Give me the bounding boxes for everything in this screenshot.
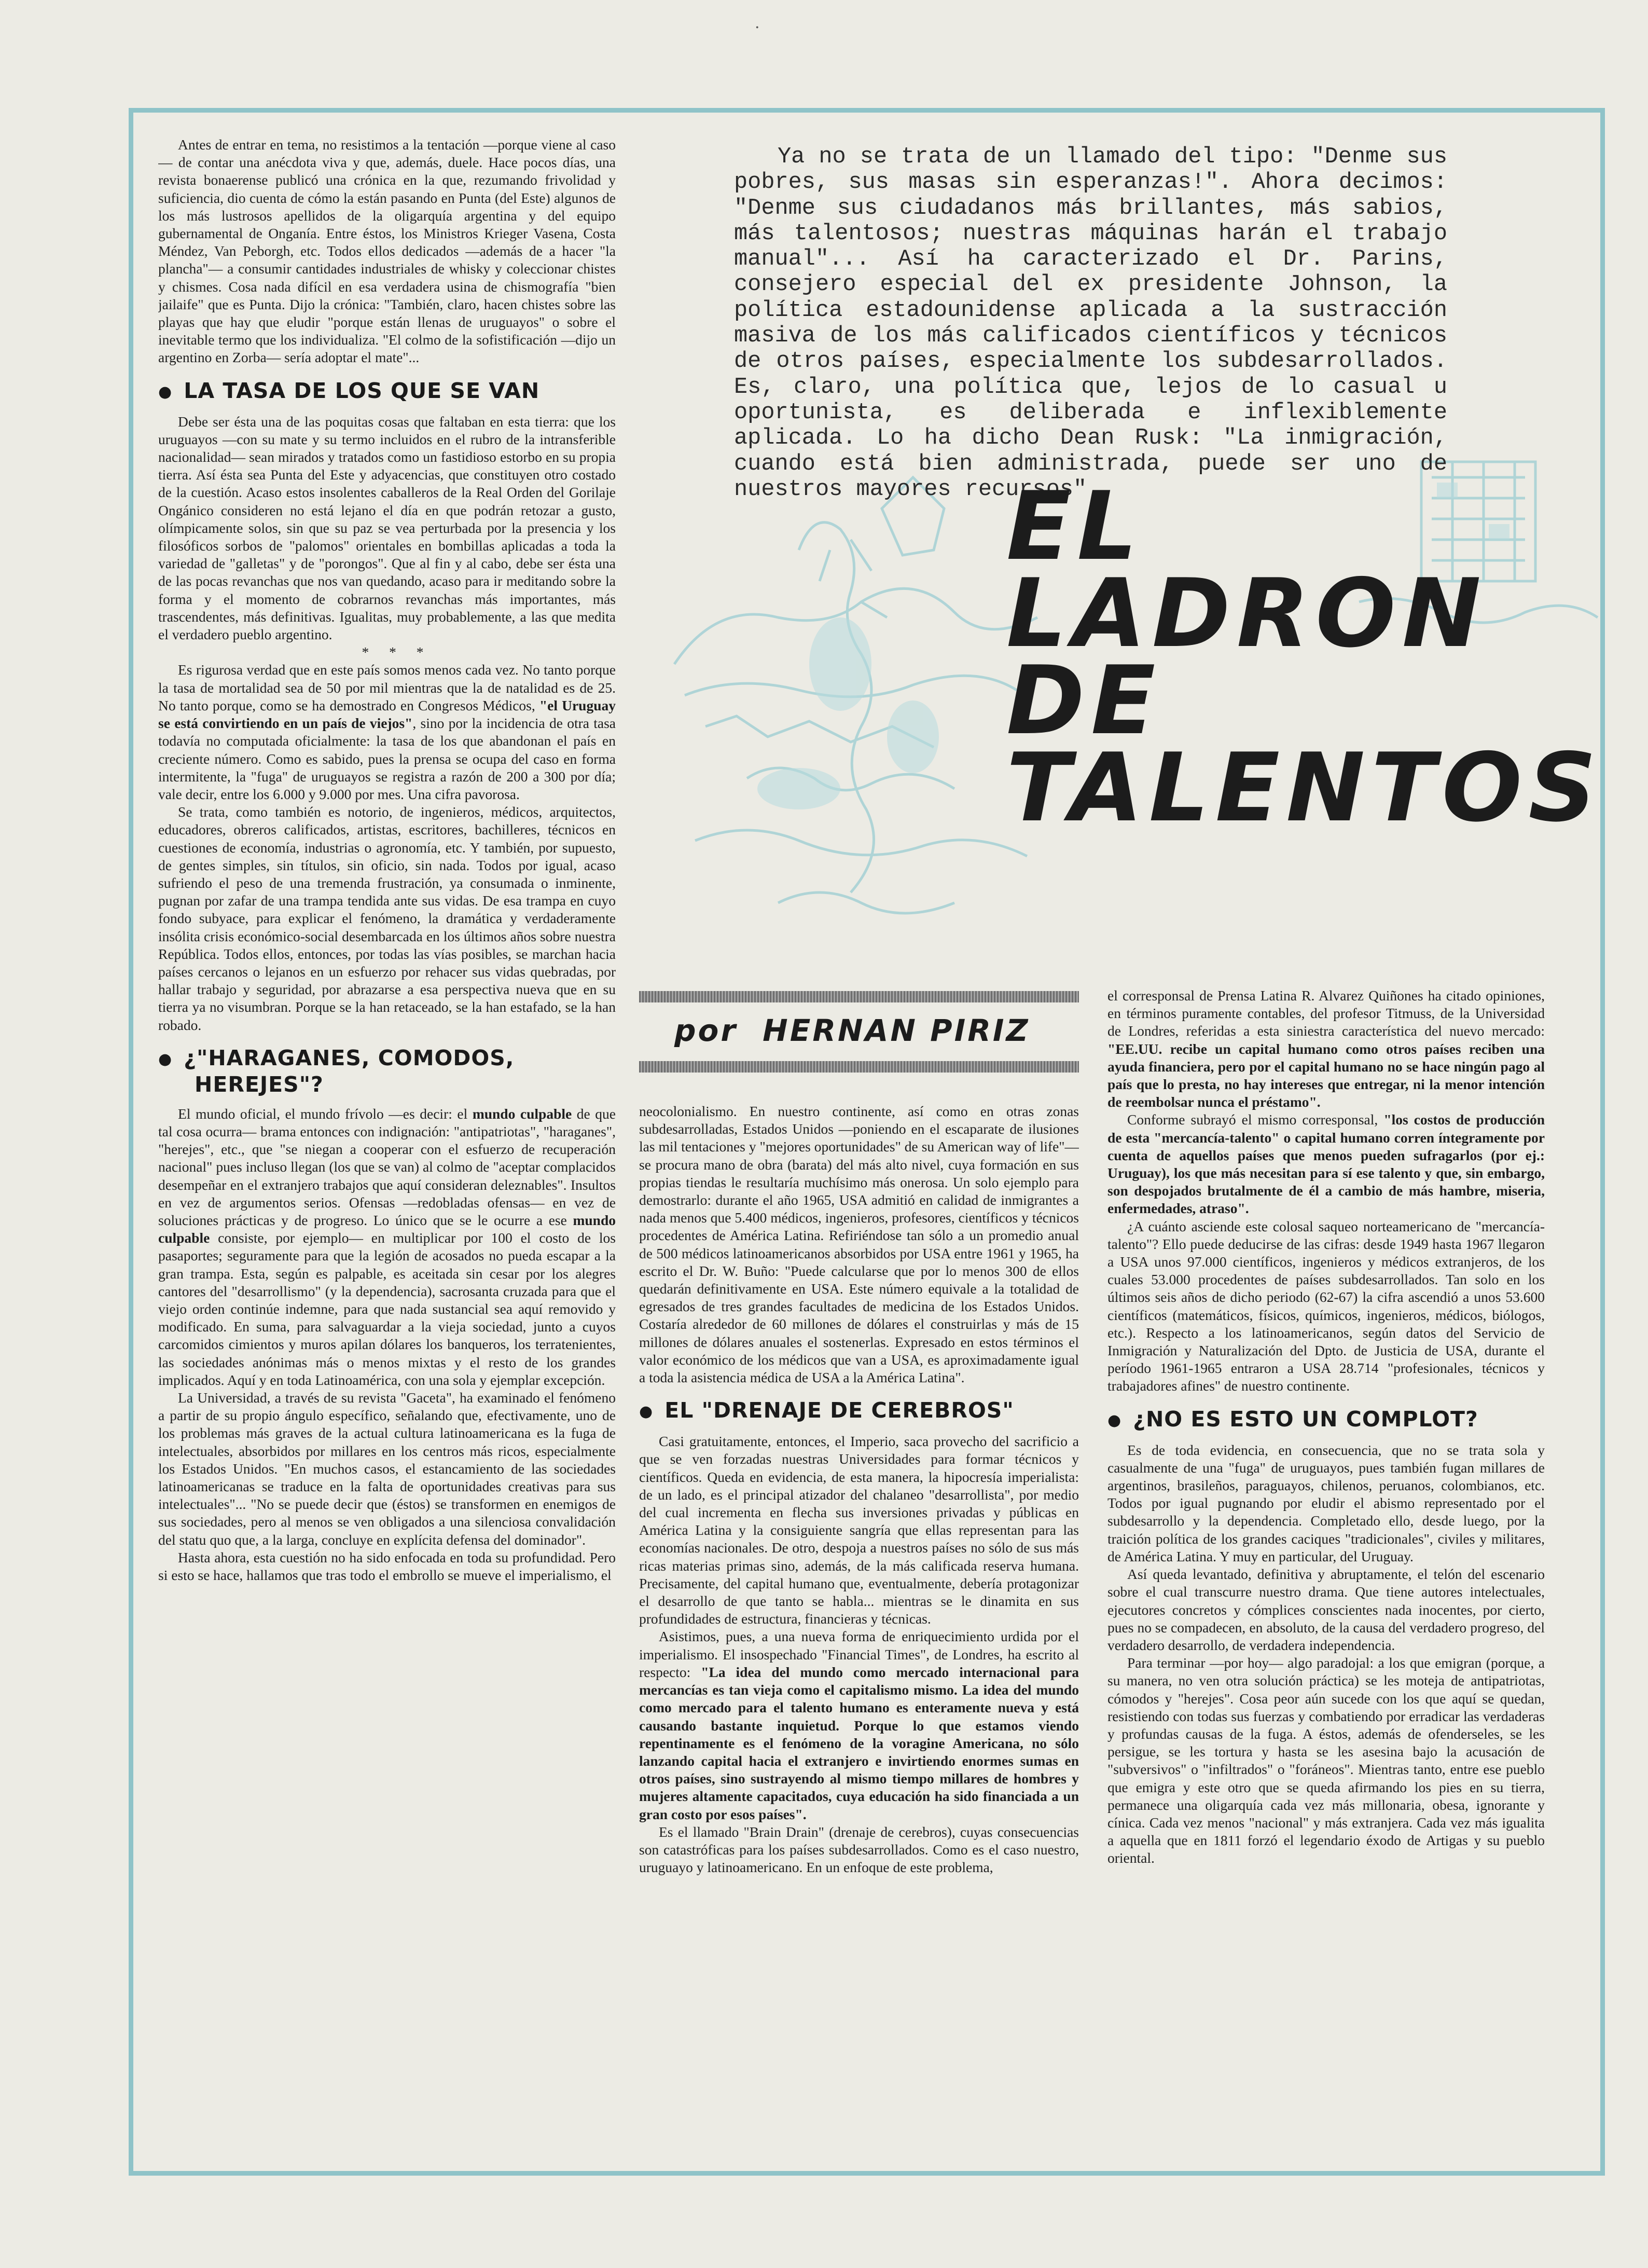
column-1 (158, 136, 616, 2108)
col2-paragraph-3: Asistimos, pues, a una nueva forma de enriquecimiento urdida por el imperialismo. El insospechado "Financial Times", de Londres, ha escrito al respecto: "La idea del mundo como mercado internacional para mercancías es tan vieja como el capitalismo mismo. La idea del mundo como mercado para el talento humano es enteramente nueva y está causando bastante inquietud. Porque lo que estamos viendo repentinamente es el fenómeno de la voragine Americana, no sólo lanzando capital hacia el extranjero e invirtiendo enormes sumas en otros países, sino sustrayendo al mismo tiempo millares de hombres y mujeres altamente capacitados, cuya educación ha sido financiada a un gran costo por esos países". (639, 1628, 1079, 1822)
col3-paragraph-4: Es de toda evidencia, en consecuencia, que no se trata sola y casualmente de una "fuga" de uruguayos, pues también fugan millares de argentinos, brasileños, paraguayos, chilenos, peruanos, colombianos, etc. Todos por igual pugnando por eludir el abismo representado por el subdesarrollo y la dependencia. Completado ello, desde luego, por la traición política de los grandes caciques "tradicionales", civiles y militares, de América Latina. Y muy en particular, del Uruguay. (1107, 1441, 1545, 1564)
col1-paragraph-4: Se trata, como también es notorio, de ingenieros, médicos, arquitectos, educadores, obreros calificados, artistas, escritores, bachilleres, técnicos en cuestiones de economía, industrias o agronomía, etc. Y también, por supuesto, de gentes simples, sin títulos, sin oficio, sin nada. Todos por igual, acaso sufriendo el peso de una tremenda frustración, ya consumada o inminente, pugnan por zafar de una trampa tendida ante sus vidas. De esa trampa en cuyo fondo subyace, para explicar el fenómeno, la dramática y verdaderamente insólita crisis económico-social desembarcada en los últimos años sobre nuestra República. Todos ellos, entonces, por todas las vías posibles, se marchan hacia países cercanos o lejanos en un esfuerzo por rehacer sus vidas quebradas, por hallar trabajo y seguridad, por abrazarse a esa perspectiva nueva que en su tierra ya no visumbran. Porque se la han retaceado, se la han estafado, se la han robado. (158, 804, 616, 1033)
title-line-2: LADRON (1006, 558, 1488, 668)
col3-paragraph-3: ¿A cuánto asciende este colosal saqueo norteamericano de "mercancía-talento"? Ello puede deducirse de las cifras: desde 1949 hasta 1967 llegaron a USA unos 97.000 científicos, ingenieros y médicos extranjeros, de los cuales 53.000 procedentes de países subdesarrollados. Tan solo en los últimos seis años de dicho periodo (62-67) la cifra ascendió a unos 53.600 científicos (matemáticos, físicos, químicos, ingenieros, médicos, biólogos, etc.). Respecto a los latinoamericanos, según datos del Servicio de Inmigración y Naturalización del Dpto. de Justicia de USA, durante el período 1961-1965 entraron a USA 28.714 "profesionales, técnicos y trabajadores afines" de nuestro continente. (1107, 1218, 1545, 1394)
col1-paragraph-7: Hasta ahora, esta cuestión no ha sido enfocada en toda su profundidad. Pero si esto se hace, hallamos que tras todo el embrollo se mueve el imperialismo, el (158, 1549, 616, 1584)
title-line-1: EL (1006, 471, 1144, 581)
col2-paragraph-1: neocolonialismo. En nuestro continente, así como en otras zonas subdesarrolladas, Estados Unidos —poniendo en el escaparate de ilusiones las mil tentaciones y "mejores oportunidades" de su American way of life"— se procura mano de obra (barata) del más alto nivel, cuya formación en sus propias tiendas le resultaría muchísimo más onerosa. Un solo ejemplo para demostrarlo: durante el año 1965, USA admitió en calidad de inmigrantes a nada menos que 5.400 médicos, ingenieros, profesores, científicos y técnicos procedentes de América Latina. Refiriéndose tan sólo a un promedio anual de 500 médicos latinoamericanos absorbidos por USA entre 1961 y 1965, ha escrito el Dr. W. Buño: "Puede calcularse que por lo menos 300 de ellos quedarán definitivamente en USA. Este número equivale a la totalidad de egresados de tres grandes facultades de medicina de los Estados Unidos. Costaría alrededor de 60 millones de dólares el construirlas y más de 15 millones de dólares anuales el sostenerlas. Expresado en estos términos el valor económico de los médicos que van a USA, es aproximadamente igual a toda la asistencia médica de USA a la América Latina". (639, 1103, 1079, 1386)
section-stars: * * * (362, 644, 432, 661)
col2-paragraph-4: Es el llamado "Brain Drain" (drenaje de cerebros), cuyas consecuencias son catastróficas para los países subdesarrollados. Como es el caso nuestro, uruguayo y latinoamericano. En un enfoque de este problema, (639, 1823, 1079, 1876)
col3-paragraph-5: Así queda levantado, definitiva y abruptamente, el telón del escenario sobre el cual transcurre nuestro drama. Que tiene autores intelectuales, ejecutores concretos y cómplices conscientes nada inocentes, por cierto, pues no se compadecen, en absoluto, de la causa del verdadero progreso, del verdadero desarrollo, de verdadera independencia. (1107, 1566, 1545, 1653)
col1-paragraph-2: Debe ser ésta una de las poquitas cosas que faltaban en esta tierra: que los uruguayos —con su mate y su termo incluidos en el rubro de la intransferible nacionalidad— sean mirados y tratados como un fastidioso estorbo en su propia tierra. Así ésta sea Punta del Este y adyacencias, que constituyen otro costado de la cuestión. Acaso estos insolentes caballeros de la Real Orden del Gorilaje Ongánico consideren no está lejano el día en que podrán retozar a gusto, olímpicamente solos, sin que su paz se vea perturbada por la presencia y los filosóficos sorbos de "palomos" orientales en bombillas aplicadas a toda la variedad de "galletas" y de "porongos". Que al fin y al cabo, debe ser ésta una de las pocas revanchas que nos van quedando, acaso para ir meditando sobre la forma y el momento de cobrarnos revanchas más importantes, más trascendentes, más definitivas. Igualitas, muy probablemente, a las que medita el verdadero pueblo argentino. (158, 413, 616, 643)
subheading-complot: ● ¿NO ES ESTO UN COMPLOT? (1107, 1406, 1478, 1432)
col1-paragraph-6: La Universidad, a través de su revista "Gaceta", ha examinado el fenómeno a partir de su propio ángulo específico, señalando que, efectivamente, uno de los problemas más graves de la actual cultura latinoamericana es la fuga de intelectuales, absorbidos por millares en los centros más ricos, especialmente los Estados Unidos. "En muchos casos, el estancamiento de las sociedades latinoamericanas se traduce en la falta de oportunidades creativas para sus intelectuales"... "No se puede decir que (éstos) se transformen en enemigos de sus sociedades, pero al menos se ven obligados a una silenciosa convalidación del statu quo que, a la larga, concluye en explícita defensa del dominador". (158, 1390, 616, 1548)
byline-rule-bottom (639, 1061, 1079, 1073)
col2-paragraph-2: Casi gratuitamente, entonces, el Imperio, saca provecho del sacrificio a que se ven forzadas nuestras Universidades para formar técnicos y científicos. Queda en evidencia, de esta manera, la hipocresía imperialista: de un lado, es el principal atizador del chalaneo "desarrollista", por medio del cual incrementa en flecha sus inversiones privadas y públicas en América Latina y la consiguiente sangría que ellas representan para las economías nacionales. De otro, despoja a nuestros países no sólo de sus más ricas materias primas sino, además, de la más calificada reserva humana. Precisamente, del capital humano que, eventualmente, debería protagonizar el desarrollo de que tanto se habla... mientras se le dinamita en sus profundidades de estructura, financieras y técnicas. (639, 1433, 1079, 1627)
intro-paragraph: Ya no se trata de un llamado del tipo: "Denme sus pobres, sus masas sin esperanzas!". Ahora decimos: "Denme sus ciudadanos más brillantes, más sabios, más talentosos; nuestras máquinas harán el trabajo manual"... Así ha caracterizado el Dr. Parins, consejero especial del ex presidente Johnson, la política estadounidense aplicada a la sustracción masiva de los más calificados científicos y técnicos de otros países, especialmente los subdesarrollados. Es, claro, una política que, lejos de lo casual u oportunista, es deliberada e inflexiblemente aplicada. Lo ha dicho Dean Rusk: "La inmigración, cuando está bien administrada, puede ser uno de nuestros mayores recursos". (734, 144, 1447, 502)
bullet-icon: ● (158, 382, 173, 401)
byline (674, 1013, 1079, 1048)
column-2 (639, 1103, 1079, 2120)
title-line-4: TALENTOS (1006, 733, 1603, 843)
byline-prefix: por (674, 1013, 738, 1048)
corner-mark: · (755, 19, 760, 37)
col1-paragraph-1: Antes de entrar en tema, no resistimos a la tentación —porque viene al caso— de contar una anécdota viva y que, además, duele. Hace pocos días, una revista bonaerense publicó una crónica en la que, rezumando frivolidad y suficiencia, dio cuenta de cómo la están pasando en Punta (del Este) algunos de los más lustrosos apellidos de la oligarquía argentina y del equipo gubernamental de Onganía. Entre éstos, los Ministros Krieger Vasena, Costa Méndez, Van Peborgh, etc. Todos ellos dedicados —además de a hacer "la plancha"— a consumir cantidades industriales de whisky y coleccionar chistes y chismes. Cosa nada difícil en esa verdadera usina de chismografía "bien jailaife" que es Punta. Dijo la crónica: "También, claro, hacen chistes sobre las playas que hay que eludir "porque están llenas de uruguayos" o sobre el inevitable termo que los individualiza. "El colmo de la sofistificación —dijo un argentino en Zorba— sería adoptar el mate"... (158, 136, 616, 366)
col3-paragraph-2: Conforme subrayó el mismo corresponsal, "los costos de producción de esta "mercancía-talento" o capital humano corren íntegramente por cuenta de aquellos países que menos pueden sufragarlos (por ej.: Uruguay), los que más necesitan para sí ese talento y que, sin embargo, son despojados brutalmente de él a cambio de más hambre, miseria, enfermedades, atraso". (1107, 1111, 1545, 1217)
byline-rule-top (639, 991, 1079, 1002)
title-line-3: DE (1006, 645, 1162, 755)
bullet-icon: ● (158, 1050, 173, 1068)
col3-paragraph-6: Para terminar —por hoy— algo paradojal: a los que emigran (porque, a su manera, no ven otra solución práctica) se les moteja de antipatriotas, cómodos y "herejes". Cosa peor aún sucede con los que aquí se quedan, resistiendo con todas sus fuerzas y combatiendo por erradicar las verdaderas y profundas causas de la fuga. A éstos, además de ofenderseles, se les persigue, se les tortura y hasta se les asesina bajo la acusación de "subversivos" o "infiltrados" o "foráneos". Mientras tanto, entre ese pueblo que emigra y este otro que se queda afirmando los pies en su tierra, permanece una oligarquía cada vez más millonaria, obesa, ignorante y cínica. Cada vez menos "nacional" y más extranjera. Cada vez más igualita a aquella que en 1811 forzó el legendario éxodo de Artigas y su pueblo oriental. (1107, 1655, 1545, 1866)
subheading-tasa: ● LA TASA DE LOS QUE SE VAN (158, 378, 540, 403)
byline-author: HERNAN PIRIZ (763, 1013, 1030, 1048)
col3-paragraph-1: el corresponsal de Prensa Latina R. Alvarez Quiñones ha citado opiniones, en términos puramente contables, del profesor Titmuss, de la Universidad de Londres, referidas a esta siniestra característica del nuevo mercado: "EE.UU. recibe un capital humano como otros países reciben una ayuda financiera, pero por el capital humano no se hace ningún pago al país que lo presta, no hay intereses que entregar, ni la menor intención de reembolsar nunca el préstamo". (1107, 987, 1545, 1110)
subheading-haraganes: ● ¿"HARAGANES, COMODOS, HEREJES"? (158, 1045, 515, 1097)
bullet-icon: ● (639, 1403, 654, 1421)
column-3 (1107, 987, 1545, 2118)
bullet-icon: ● (1107, 1411, 1122, 1429)
col1-paragraph-3: Es rigurosa verdad que en este país somos menos cada vez. No tanto porque la tasa de mortalidad sea de 50 por mil mientras que la de natalidad es de 25. No tanto porque, como se ha demostrado en Congresos Médicos, "el Uruguay se está convirtiendo en un país de viejos", sino por la incidencia de otra tasa todavía no computada oficialmente: la tasa de los que abandonan el país en creciente número. Como es sabido, pues la prensa se ocupa del caso en forma intermitente, la "fuga" de uruguayos se registra a razón de 200 a 300 por día; vale decir, entre los 6.000 y 9.000 por mes. Una cifra pavorosa. (158, 662, 616, 802)
subheading-drenaje: ● EL "DRENAJE DE CEREBROS" (639, 1398, 1014, 1423)
headline-title (1006, 471, 1603, 843)
col1-paragraph-5: El mundo oficial, el mundo frívolo —es decir: el mundo culpable de que tal cosa ocurra— brama entonces con indignación: "antipatriotas", "haraganes", "herejes", etc., que "se niegan a cooperar con el esfuerzo de recuperación nacional" pues incluso llegan (los que se van) al colmo de "aceptar complacidos desempeñar en el extranjero trabajos que aquí consideran deleznables". Insultos en vez de argumentos serios. Ofensas —redobladas ofensas— en vez de soluciones prácticas y de progreso. Lo único que se le ocurre a ese mundo culpable consiste, por ejemplo— en multiplicar por 100 el costo de los pasaportes; seguramente para que la legión de acosados no pueda escapar a la gran trampa. Esta, según es palpable, es aceitada sin cesar por los alegres cantores del "desarrollismo" (y la dependencia), sacrosanta cruzada para que el viejo orden continúe indemne, para que nada sustancial sea aquí removido y modificado. En suma, para salvaguardar a la vieja sociedad, junto a cuyos carcomidos cimientos y muros apilan dólares los banqueros, los terratenientes, las sociedades anónimas más o menos mixtas y el resto de los grandes implicados. Aquí y en toda Latinoamérica, con una sola y ejemplar excepción. (158, 1105, 616, 1388)
